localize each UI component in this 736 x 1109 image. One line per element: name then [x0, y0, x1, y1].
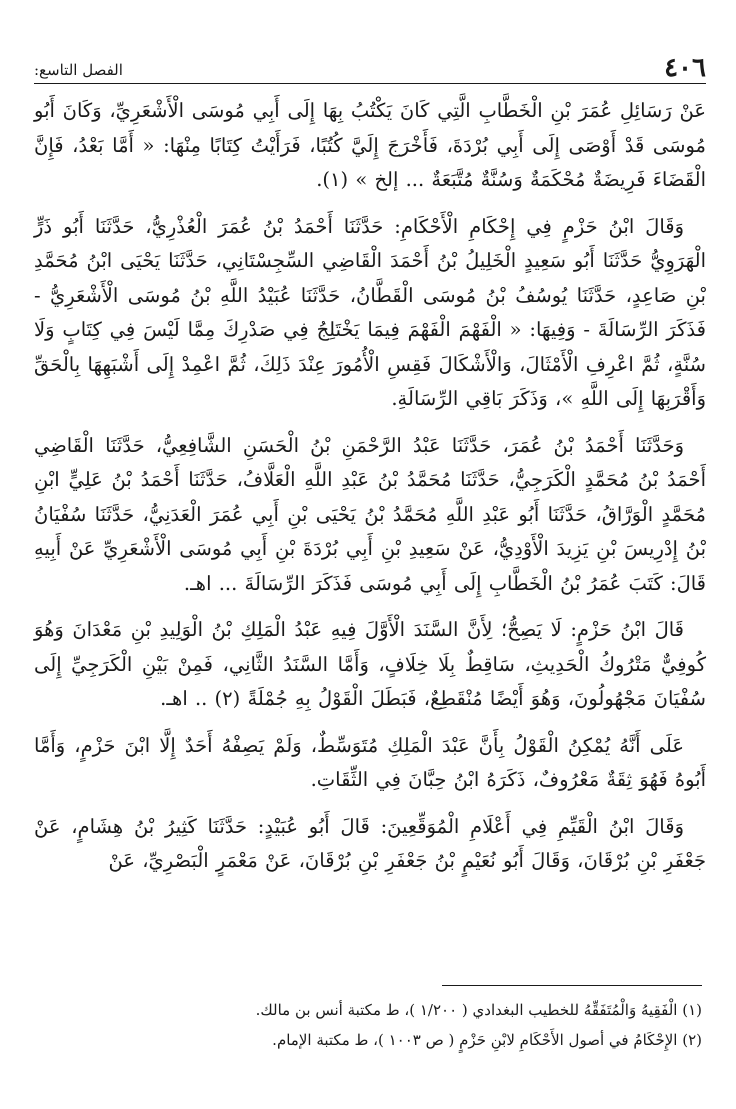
paragraph: قَالَ ابْنُ حَزْمٍ: لَا يَصِحُّ؛ لِأَنَّ السَّنَدَ الْأَوَّلَ فِيهِ عَبْدُ الْمَلِكِ بْنُ الْوَلِيدِ بْنِ مَعْدَانَ وَهُوَ كُوفِيٌّ مَتْرُوكُ الْحَدِيثِ، سَاقِطٌ بِلَا خِلَافٍ، وَأَمَّا السَّنَدُ الثَّانِي، فَمِنْ بَيْنِ الْكَرَجِيِّ إِلَى سُفْيَانَ مَجْهُولُونَ، وَهُوَ أَيْضًا مُنْقَطِعٌ، فَبَطَلَ الْقَوْلُ بِهِ جُمْلَةً (٢) .. اهـ.	[34, 618, 706, 710]
main-text	[34, 94, 706, 891]
footnote-divider	[442, 985, 702, 986]
paragraph: عَنْ رَسَائِلِ عُمَرَ بْنِ الْخَطَّابِ الَّتِي كَانَ يَكْتُبُ بِهَا إِلَى أَبِي مُوسَى الْأَشْعَرِيِّ، وَكَانَ أَبُو مُوسَى قَدْ أَوْصَى إِلَى أَبِي بُرْدَةَ، فَأَخْرَجَ إِلَيَّ كُتُبًا، فَرَأَيْتُ كِتَابًا مِنْهَا: « أَمَّا بَعْدُ، فَإِنَّ الْقَضَاءَ فَرِيضَةٌ مُحْكَمَةٌ وَسُنَّةٌ مُتَّبَعَةٌ ... إلخ » (١).	[34, 99, 706, 191]
header-rule	[34, 83, 706, 84]
chapter-title: الفصل التاسع:	[34, 61, 123, 79]
page-number: ٤٠٦	[664, 53, 706, 83]
paragraph: وَحَدَّثَنَا أَحْمَدُ بْنُ عُمَرَ، حَدَّثَنَا عَبْدُ الرَّحْمَنِ بْنُ الْحَسَنِ الشَّافِعِيُّ، حَدَّثَنَا الْقَاضِي أَحْمَدُ بْنُ مُحَمَّدٍ الْكَرَجِيُّ، حَدَّثَنَا مُحَمَّدُ بْنُ عَبْدِ اللَّهِ الْعَلَّافُ، حَدَّثَنَا أَحْمَدُ بْنُ عَلِيٍّ ابْنِ مُحَمَّدٍ الْوَرَّاقُ، حَدَّثَنَا أَبُو عَبْدِ اللَّهِ مُحَمَّدُ بْنُ يَحْيَى بْنِ أَبِي عُمَرَ الْعَدَنِيُّ، حَدَّثَنَا سُفْيَانُ بْنُ إِدْرِيسَ بْنِ يَزِيدَ الْأَوْدِيُّ، عَنْ سَعِيدِ بْنِ أَبِي بُرْدَةَ بْنِ أَبِي مُوسَى الْأَشْعَرِيِّ عَنْ أَبِيهِ قَالَ: كَتَبَ عُمَرُ بْنُ الْخَطَّابِ إِلَى أَبِي مُوسَى فَذَكَرَ الرِّسَالَةَ ... اهـ.	[34, 433, 706, 595]
paragraph: وَقَالَ ابْنُ الْقَيِّمِ فِي أَعْلَامِ الْمُوَقِّعِينَ: قَالَ أَبُو عُبَيْدٍ: حَدَّثَنَا كَثِيرُ بْنُ هِشَامٍ، عَنْ جَعْفَرِ بْنِ بُرْقَانَ، وَقَالَ أَبُو نُعَيْمٍ بْنُ جَعْفَرِ بْنِ بُرْقَانَ، عَنْ مَعْمَرٍ الْبَصْرِيِّ، عَنْ	[34, 814, 706, 872]
footnotes	[34, 998, 706, 1058]
footnote: (٢) الإِحْكَامُ في أصول الأَحْكَامِ لابْنِ حَزْمٍ ( ص ١٠٠٣ )، ط مكتبة الإمام.	[272, 1031, 702, 1049]
footnote: (١) الْفَقِيهُ وَالْمُتَفَقِّهُ للخطيب البغدادي ( ١/٢٠٠ )، ط مكتبة أنس بن مالك.	[255, 1001, 702, 1019]
paragraph: عَلَى أَنَّهُ يُمْكِنُ الْقَوْلُ بِأَنَّ عَبْدَ الْمَلِكِ مُتَوَسِّطٌ، وَلَمْ يَصِفْهُ أَحَدٌ إِلَّا ابْنَ حَزْمٍ، وَأَمَّا أَبُوهُ فَهُوَ ثِقَةٌ مَعْرُوفٌ، ذَكَرَهُ ابْنُ حِبَّانَ فِي الثِّقَاتِ.	[34, 733, 706, 791]
paragraph: وَقَالَ ابْنُ حَزْمٍ فِي إِحْكَامِ الْأَحْكَامِ: حَدَّثَنَا أَحْمَدُ بْنُ عُمَرَ الْعُذْرِيُّ، حَدَّثَنَا أَبُو ذَرٍّ الْهَرَوِيُّ حَدَّثَنَا أَبُو سَعِيدٍ الْخَلِيلُ بْنُ أَحْمَدَ الْقَاضِي السِّجِسْتَانِي، حَدَّثَنَا يَحْيَى ابْنُ مُحَمَّدِ بْنِ صَاعِدٍ، حَدَّثَنَا يُوسُفُ بْنُ مُوسَى الْقَطَّانُ، حَدَّثَنَا عُبَيْدُ اللَّهِ بْنُ مُوسَى الْأَشْعَرِيُّ - فَذَكَرَ الرِّسَالَةَ - وَفِيهَا: « الْفَهْمَ الْفَهْمَ فِيمَا يَخْتَلِجُ فِي صَدْرِكَ مِمَّا لَيْسَ فِي كِتَابٍ وَلَا سُنَّةٍ، ثُمَّ اعْرِفِ الْأَمْثَالَ، وَالْأَشْكَالَ فَقِسِ الْأُمُورَ عِنْدَ ذَلِكَ، ثُمَّ اعْمِدْ إِلَى أَشْبَهِهَا بِالْحَقِّ وَأَقْرَبِهَا إِلَى اللَّهِ »، وَذَكَرَ بَاقِي الرِّسَالَةِ.	[34, 214, 706, 410]
page-header	[34, 52, 706, 86]
